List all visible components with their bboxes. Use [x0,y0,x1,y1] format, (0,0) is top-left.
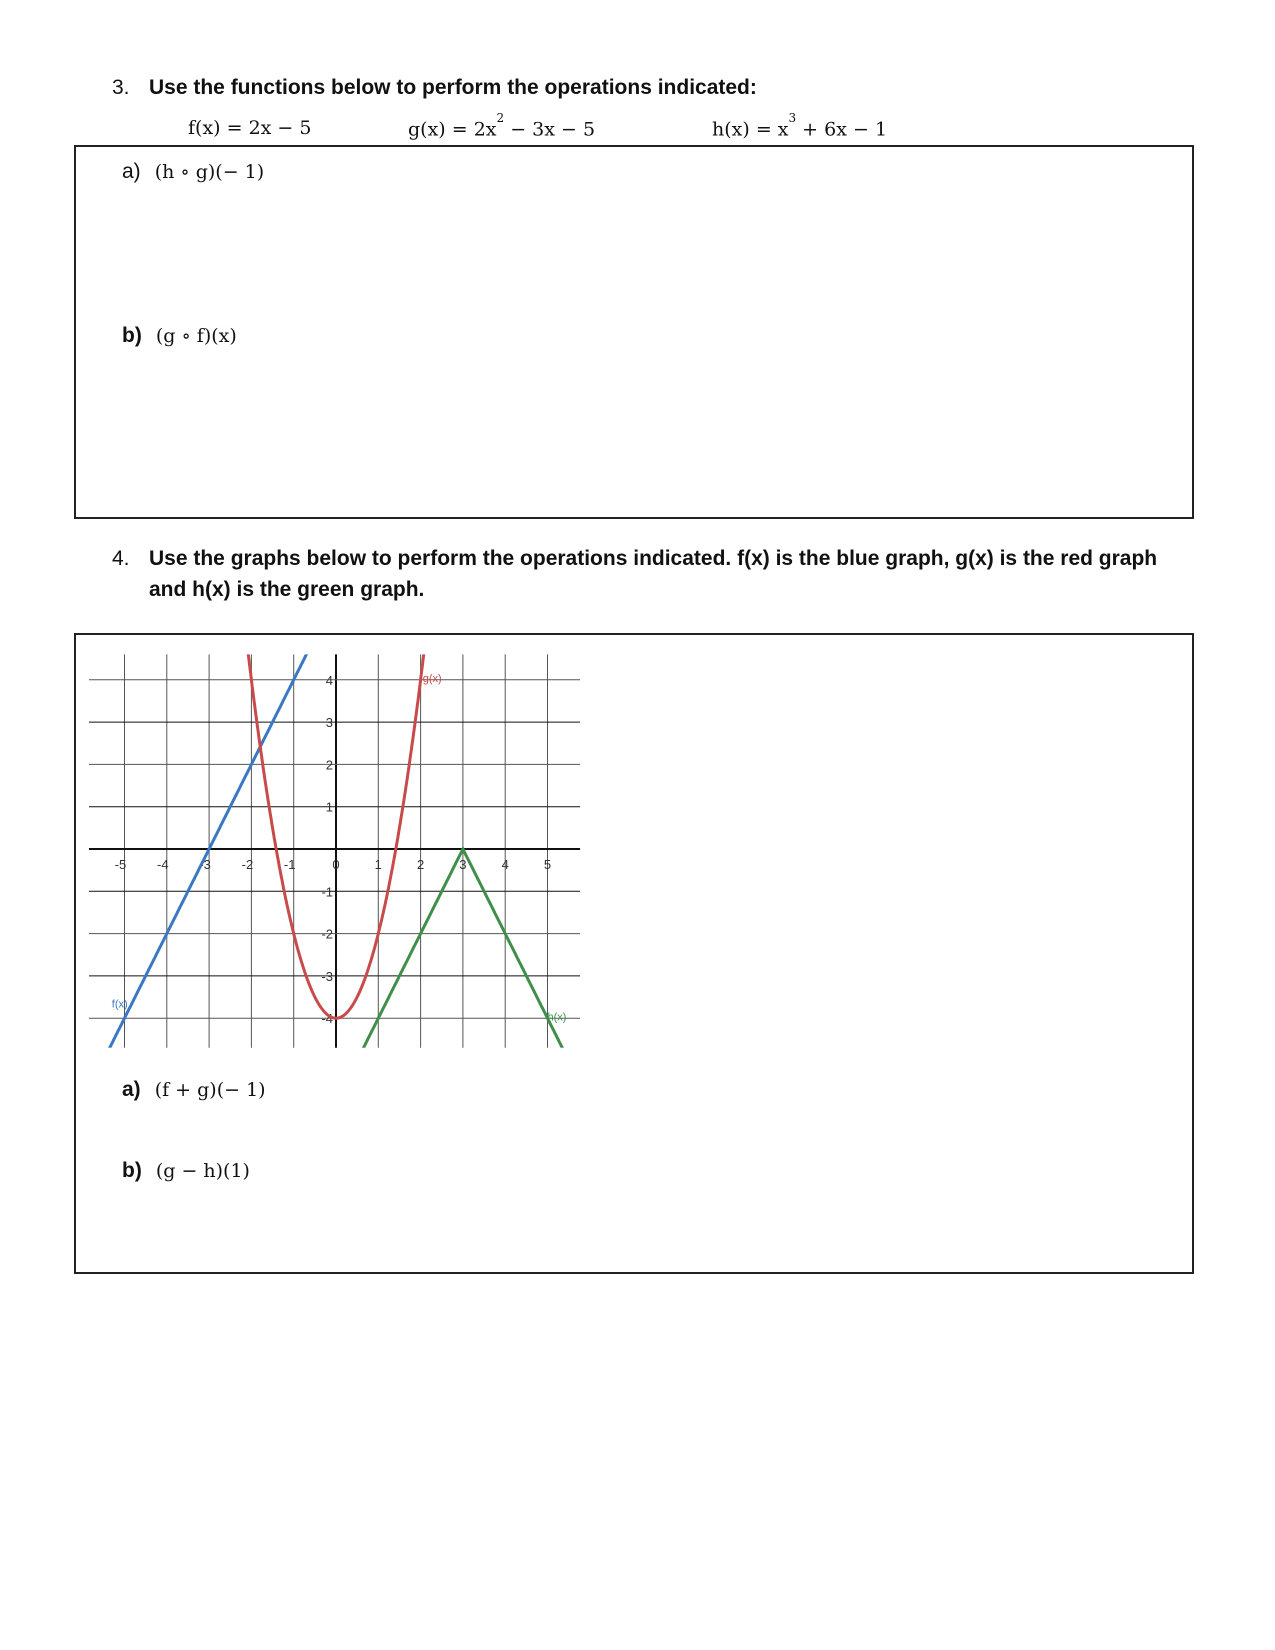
x-tick-label: 5 [543,857,552,872]
x-tick-label: 0 [332,857,340,872]
series-label: f(x) [111,998,128,1011]
part-label: a) [122,160,141,183]
function-g-rest: − 3x − 5 [504,118,596,141]
question-instruction-line2: and h(x) is the green graph. [149,578,425,601]
x-tick-label: 1 [374,857,382,872]
y-tick-label: -3 [321,968,333,984]
function-f-text: f(x) = 2x − 5 [188,117,312,139]
y-tick-label: -2 [321,926,333,942]
answer-box-q3[interactable] [74,145,1194,519]
function-graphs [80,645,590,1050]
y-tick-label: 4 [325,672,333,688]
function-h-text: h(x) = x [712,118,789,141]
q3-part-a [122,160,264,184]
y-tick-label: -4 [321,1011,333,1027]
question-instruction: Use the functions below to perform the operations indicated: [149,76,757,99]
q4-part-b [122,1159,250,1183]
series-label: g(x) [422,672,442,685]
part-expression: (g − h)(1) [155,1160,250,1182]
part-label: a) [122,1078,141,1101]
series-hx-curve [89,849,580,1050]
function-g-text: g(x) = 2x [408,118,497,141]
function-h [712,111,888,141]
x-tick-label: 4 [501,857,509,872]
series-fx-curve [89,645,580,1050]
series-gx-curve [89,645,580,1018]
function-h-rest: + 6x − 1 [796,118,888,141]
exponent: 3 [788,111,797,125]
part-expression: (f + g)(− 1) [154,1079,266,1101]
part-expression: (g ∘ f)(x) [155,325,237,347]
series-label: h(x) [547,1011,567,1024]
y-tick-label: 2 [325,757,333,773]
question-number: 3. [112,76,130,99]
x-tick-label: -2 [241,857,254,872]
q4-part-a [122,1078,266,1102]
part-expression: (h ∘ g)(− 1) [154,161,265,183]
part-label: b) [122,1159,142,1182]
exponent: 2 [496,111,505,125]
x-tick-label: 2 [416,857,425,872]
x-tick-label: -4 [157,857,169,872]
question-number: 4. [112,547,130,570]
y-tick-label: 3 [325,715,333,731]
function-g [408,111,596,141]
question-instruction: Use the graphs below to perform the operations indicated. f(x) is the blue graph, g(x) is the red graph [149,547,1158,570]
function-f [188,117,311,139]
x-tick-label: -3 [199,857,211,872]
x-tick-label: -1 [283,857,296,872]
y-tick-label: 1 [325,799,333,815]
part-label: b) [122,324,142,347]
x-tick-label: 3 [459,857,467,872]
q3-part-b [122,324,237,348]
x-tick-label: -5 [114,857,127,872]
y-tick-label: -1 [321,884,333,900]
